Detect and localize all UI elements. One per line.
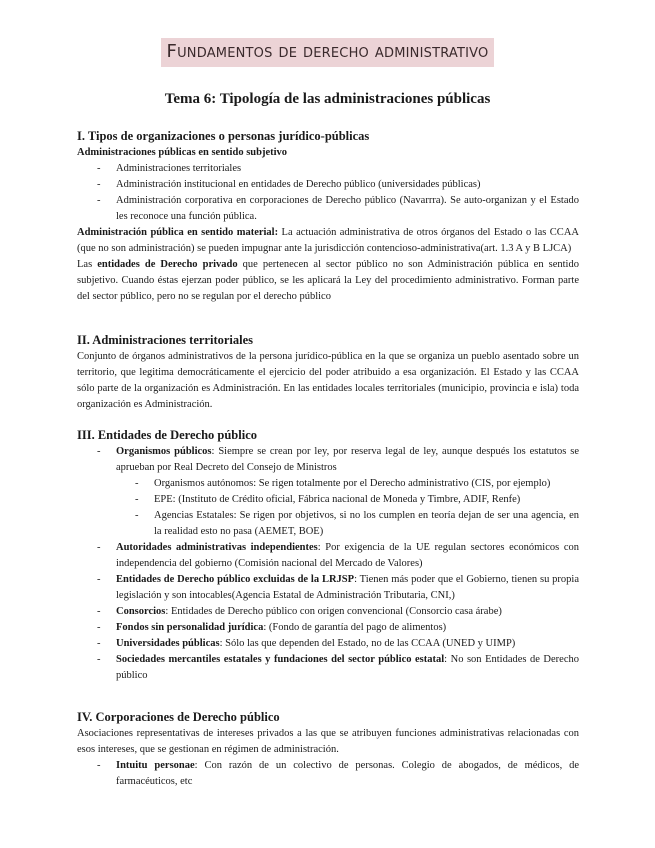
- list-item: - Universidades públicas: Sólo las que dependen del Estado, no de las CCAA (UNED y UIMP): [77, 636, 579, 652]
- section-1: [77, 128, 579, 305]
- section-1-subheading: Administraciones públicas en sentido subjetivo: [77, 147, 288, 158]
- section-2: [77, 332, 579, 413]
- list-item: - Administración institucional en entidades de Derecho público (universidades públicas): [77, 177, 579, 193]
- list-item-organismos: - Organismos públicos: Siempre se crean por ley, por reserva legal de ley, aunque después los estatutos se aprueban por Real Decreto del Consejo de Ministros - Organismos autónomos: Se rigen totalmente por el Derecho administrativo (CIS, por ejemplo) - EPE: (Instituto de Crédito oficial, Fábrica nacional de Moneda y Timbre, ADIF, Renfe) - Agencias Estatales: Se rigen por objetivos, si no los cumplen en teoría dejan de ser una agencia, en la realidad esto no pasa (AEMET, BOE): [77, 444, 579, 540]
- list-item: - Sociedades mercantiles estatales y fundaciones del sector público estatal: No son Entidades de Derecho público: [77, 652, 579, 684]
- paragraph-material: Administración pública en sentido material: La actuación administrativa de otros órganos del Estado o las CCAA (que no son administración) se pueden impugnar ante la jurisdicción contencioso-administrativa(art. 1.3 A y B LJCA): [77, 227, 579, 254]
- list-item: - Entidades de Derecho público excluidas de la LRJSP: Tienen más poder que el Gobierno, tienen su propia legislación y son intocables(Agencia Estatal de Administración Tributaria, CNI,): [77, 572, 579, 604]
- organismos-sublist: [116, 476, 579, 540]
- list-item: - Consorcios: Entidades de Derecho público con origen convencional (Consorcio casa árabe): [77, 604, 579, 620]
- list-item: - Agencias Estatales: Se rigen por objetivos, si no los cumplen en teoría dejan de ser una agencia, en la realidad esto no pasa (AEMET, BOE): [116, 508, 579, 540]
- list-item: - Administraciones territoriales: [77, 161, 579, 177]
- section-1-heading: I. Tipos de organizaciones o personas jurídico-públicas: [77, 129, 370, 143]
- paragraph-private-entities: Las entidades de Derecho privado que pertenecen al sector público no son Administración pública en sentido subjetivo. Cuando éstas ejerzan poder público, se les aplicará la Ley del procedimiento administrativo. Forman parte del sector público, pero no se regulan por el derecho público: [77, 259, 579, 302]
- topic-title: Tema 6: Tipología de las administraciones públicas: [164, 91, 491, 107]
- section-2-heading: II. Administraciones territoriales: [77, 333, 254, 347]
- course-title-banner: [0, 38, 655, 67]
- section-4: [77, 709, 579, 790]
- list-item: - EPE: (Instituto de Crédito oficial, Fábrica nacional de Moneda y Timbre, ADIF, Renfe): [116, 492, 579, 508]
- course-title: Fundamentos de derecho administrativo: [161, 38, 495, 67]
- list-item: - Administración corporativa en corporaciones de Derecho público (Navarrra). Se auto-organizan y el Estado les reconoce una función pública.: [77, 193, 579, 225]
- section-1-list: [77, 161, 579, 225]
- section-3-heading: III. Entidades de Derecho público: [77, 428, 258, 442]
- section-4-heading: IV. Corporaciones de Derecho público: [77, 710, 280, 724]
- list-item: - Autoridades administrativas independientes: Por exigencia de la UE regulan sectores económicos con independencia del gobierno (Comisión nacional del Mercado de Valores): [77, 540, 579, 572]
- list-item: - Intuitu personae: Con razón de un colectivo de personas. Colegio de abogados, de médicos, de farmacéuticos, etc: [77, 758, 579, 790]
- section-4-list: [77, 758, 579, 790]
- list-item: - Fondos sin personalidad jurídica: (Fondo de garantía del pago de alimentos): [77, 620, 579, 636]
- section-4-paragraph: Asociaciones representativas de intereses privados a las que se atribuyen funciones administrativas relacionadas con esos intereses, que se gestionan en régimen de administración.: [77, 728, 579, 755]
- section-2-paragraph: Conjunto de órganos administrativos de la persona jurídico-pública en la que se organiza un pueblo asentado sobre un territorio, que legitima democráticamente el ejercicio del poder atribuido a esa organización. El Estado y las CCAA sólo parte de la organización es Administración. En las entidades locales territoriales (municipio, provincia e isla) toda organización es Administración.: [77, 351, 579, 410]
- list-item: - Organismos autónomos: Se rigen totalmente por el Derecho administrativo (CIS, por ejemplo): [116, 476, 579, 492]
- section-3-list: [77, 444, 579, 684]
- section-3: [77, 427, 579, 684]
